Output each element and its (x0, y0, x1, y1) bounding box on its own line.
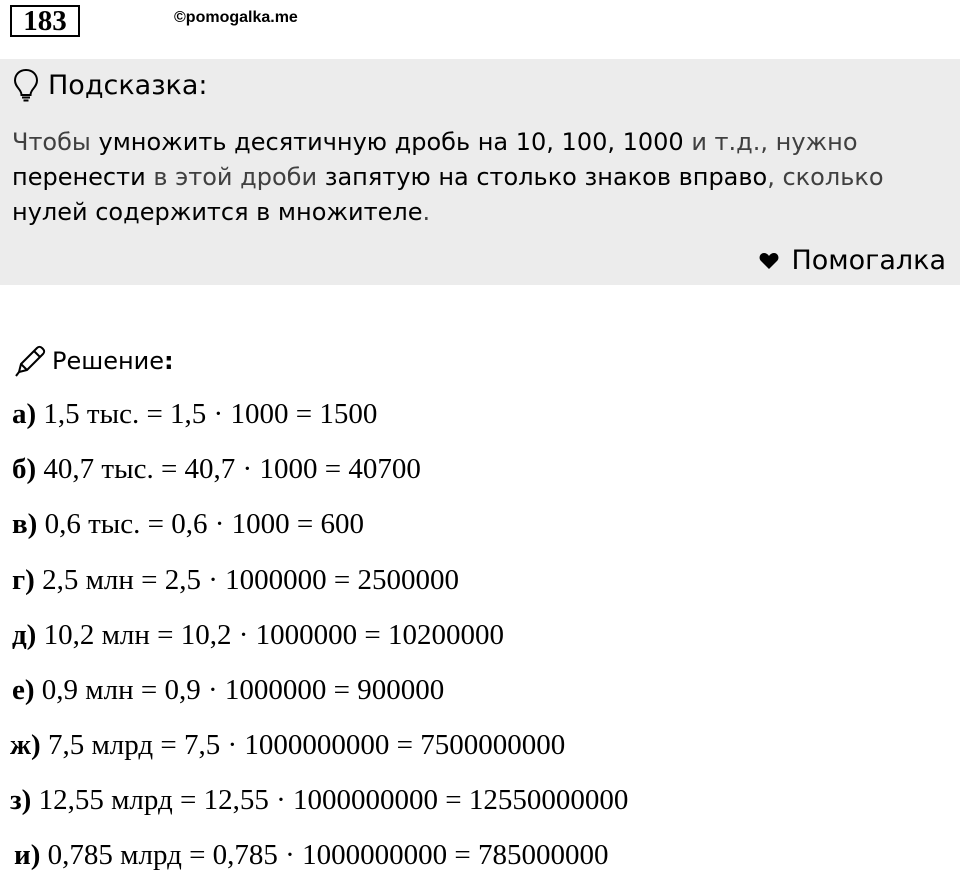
item-expression: 1,5 тыс. = 1,5 · 1000 = 1500 (36, 398, 378, 430)
signature-text: Помогалка (791, 245, 946, 276)
item-expression: 0,785 млрд = 0,785 · 1000000000 = 785000000 (40, 839, 609, 871)
item-letter: б) (12, 453, 37, 485)
hint-emphasis: нулей содержится в множителе (12, 198, 423, 226)
hint-emphasis: перенести (12, 163, 146, 191)
hint-emphasis: умножить десятичную дробь на 10, 100, 1000 (98, 128, 684, 156)
solution-line (12, 398, 377, 431)
item-letter: д) (12, 619, 37, 651)
site-watermark: ©pomogalka.me (174, 9, 298, 26)
hint-text-segment: Чтобы (12, 128, 99, 156)
solution-title: Решение (52, 347, 165, 375)
heart-icon (759, 252, 791, 270)
item-expression: 0,9 млн = 0,9 · 1000000 = 900000 (34, 674, 445, 706)
hint-paragraph (12, 125, 942, 230)
item-letter: и) (14, 839, 41, 871)
solution-line (14, 839, 608, 872)
item-letter: з) (10, 784, 32, 816)
hint-title: Подсказка: (48, 69, 208, 101)
hint-header (12, 67, 208, 103)
solution-colon: : (164, 347, 174, 375)
item-letter: в) (12, 508, 38, 540)
hint-text-segment: в этой дроби (145, 163, 325, 191)
signature (759, 245, 946, 276)
solution-line (10, 784, 628, 817)
item-letter: ж) (10, 729, 41, 761)
item-letter: г) (12, 564, 35, 596)
problem-number: 183 (10, 5, 80, 37)
hint-text-segment: и т.д., нужно (683, 128, 858, 156)
item-expression: 10,2 млн = 10,2 · 1000000 = 10200000 (36, 619, 505, 651)
lightbulb-icon (12, 68, 40, 102)
item-letter: а) (12, 398, 37, 430)
item-expression: 40,7 тыс. = 40,7 · 1000 = 40700 (36, 453, 421, 485)
solution-line (12, 619, 504, 652)
item-expression: 0,6 тыс. = 0,6 · 1000 = 600 (37, 508, 364, 540)
item-expression: 7,5 млрд = 7,5 · 1000000000 = 7500000000 (40, 729, 566, 761)
solution-line (12, 564, 459, 597)
hint-text-segment: . (422, 198, 431, 226)
hint-emphasis: запятую на столько знаков вправо (324, 163, 768, 191)
solution-line (12, 674, 444, 707)
hint-text-segment: , сколько (767, 163, 884, 191)
solution-line (10, 729, 565, 762)
item-letter: е) (12, 674, 35, 706)
hint-box (0, 59, 960, 285)
pencil-icon (12, 343, 52, 379)
item-expression: 12,55 млрд = 12,55 · 1000000000 = 12550000000 (31, 784, 629, 816)
item-expression: 2,5 млн = 2,5 · 1000000 = 2500000 (34, 564, 460, 596)
solution-line (12, 508, 364, 541)
solution-line (12, 453, 421, 486)
solution-header (12, 343, 174, 379)
